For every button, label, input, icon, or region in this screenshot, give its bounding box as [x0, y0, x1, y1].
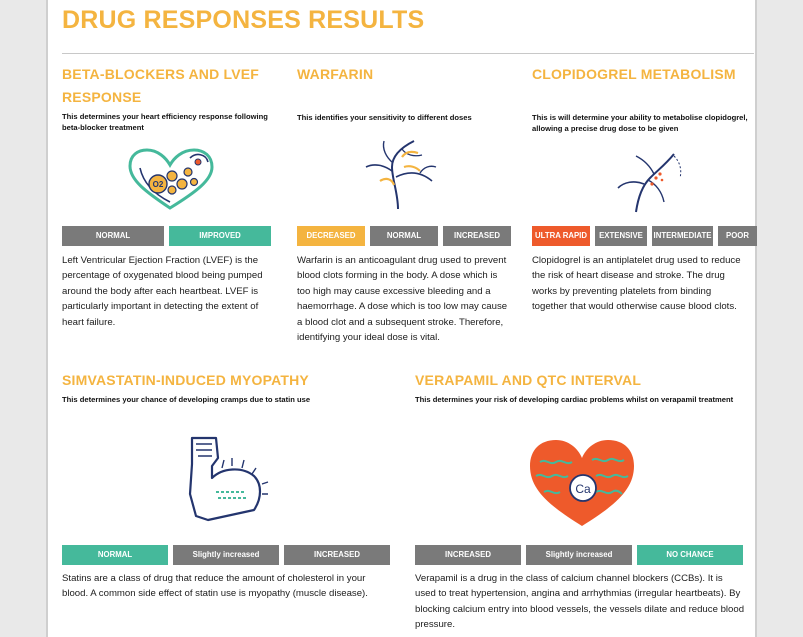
- verapamil-slightly-increased-button[interactable]: Slightly increased: [526, 545, 632, 565]
- section-title: BETA-BLOCKERS AND LVEF RESPONSE: [62, 66, 260, 105]
- clopidogrel-intermediate-button[interactable]: INTERMEDIATE: [652, 226, 713, 246]
- section-title: WARFARIN: [297, 66, 374, 82]
- simvastatin-result-buttons: [62, 545, 395, 565]
- warfarin-increased-button[interactable]: INCREASED: [443, 226, 511, 246]
- simvastatin-normal-button[interactable]: NORMAL: [62, 545, 168, 565]
- clopidogrel-result-buttons: [532, 226, 762, 246]
- section-subtitle: This determines your chance of developing cramps due to statin use: [62, 395, 311, 404]
- clopidogrel-poor-button[interactable]: POOR: [718, 226, 757, 246]
- section-title: VERAPAMIL AND QTC INTERVAL: [415, 372, 642, 388]
- oxygen-label: O2: [152, 180, 164, 189]
- viewer-margin-right: [757, 0, 803, 637]
- blood-vessel-icon: [362, 137, 442, 212]
- flexed-arm-icon: [182, 434, 272, 526]
- section-simvastatin: [62, 369, 392, 405]
- simvastatin-description: Statins are a class of drug that reduce the amount of cholesterol in your blood. A common side effect of statin use is myopathy (muscle disease).: [62, 573, 368, 600]
- beta-result-buttons: [62, 226, 276, 246]
- title-divider: [62, 53, 754, 54]
- section-subtitle: This identifies your sensitivity to different doses: [297, 113, 472, 122]
- page-shadow-right: [755, 0, 757, 637]
- warfarin-decreased-button[interactable]: DECREASED: [297, 226, 365, 246]
- section-beta-blockers: [62, 63, 282, 133]
- warfarin-result-buttons: [297, 226, 516, 246]
- beta-improved-button[interactable]: IMPROVED: [169, 226, 271, 246]
- section-subtitle: This determines your heart efficiency response following beta-blocker treatment: [62, 112, 268, 132]
- page-title: DRUG RESPONSES RESULTS: [62, 6, 425, 34]
- heart-calcium-icon: [526, 436, 638, 528]
- verapamil-description: Verapamil is a drug in the class of calcium channel blockers (CCBs). It is used to treat hypertension, angina and arrhythmias (irregular heartbeats). By blocking calcium entry into blood vessels, the vessels dilate and reduce blood pressure.: [415, 573, 745, 631]
- section-title: SIMVASTATIN-INDUCED MYOPATHY: [62, 372, 309, 388]
- section-title: CLOPIDOGREL METABOLISM: [532, 66, 736, 82]
- heart-oxygen-icon: [126, 146, 216, 214]
- document-page: [48, 0, 755, 637]
- viewer-margin-left: [0, 0, 46, 637]
- verapamil-increased-button[interactable]: INCREASED: [415, 545, 521, 565]
- clopidogrel-extensive-button[interactable]: EXTENSIVE: [595, 226, 647, 246]
- clopidogrel-ultra-rapid-button[interactable]: ULTRA RAPID: [532, 226, 590, 246]
- calcium-label: Ca: [575, 482, 591, 496]
- beta-normal-button[interactable]: NORMAL: [62, 226, 164, 246]
- simvastatin-increased-button[interactable]: INCREASED: [284, 545, 390, 565]
- warfarin-description: Warfarin is an anticoagulant drug used to prevent blood clots forming in the body. A dose which is too high may cause excessive bleeding and a haemorrhage. A dose which is too low may cause a blood clot and a subsequent stroke. Therefore, identifying your ideal dose is vital.: [297, 255, 508, 344]
- simvastatin-slightly-increased-button[interactable]: Slightly increased: [173, 545, 279, 565]
- section-clopidogrel: [532, 63, 754, 134]
- section-verapamil: [415, 369, 745, 405]
- section-subtitle: This determines your risk of developing cardiac problems whilst on verapamil treatment: [415, 395, 734, 404]
- section-subtitle: This is will determine your ability to metabolise clopidogrel, allowing a precise drug dose to be given: [532, 113, 748, 133]
- clopidogrel-description: Clopidogrel is an antiplatelet drug used to reduce the risk of heart disease and stroke. The drug works by preventing platelets from binding together that would otherwise cause blood clots.: [532, 255, 741, 313]
- section-warfarin: [297, 63, 512, 123]
- verapamil-no-chance-button[interactable]: NO CHANCE: [637, 545, 743, 565]
- warfarin-normal-button[interactable]: NORMAL: [370, 226, 438, 246]
- verapamil-result-buttons: [415, 545, 748, 565]
- vessel-clot-icon: [614, 148, 686, 214]
- beta-description: Left Ventricular Ejection Fraction (LVEF) is the percentage of oxygenated blood being pumped around the body after each heartbeat. LVEF is particularly important in detecting the extent of heart failure.: [62, 255, 263, 328]
